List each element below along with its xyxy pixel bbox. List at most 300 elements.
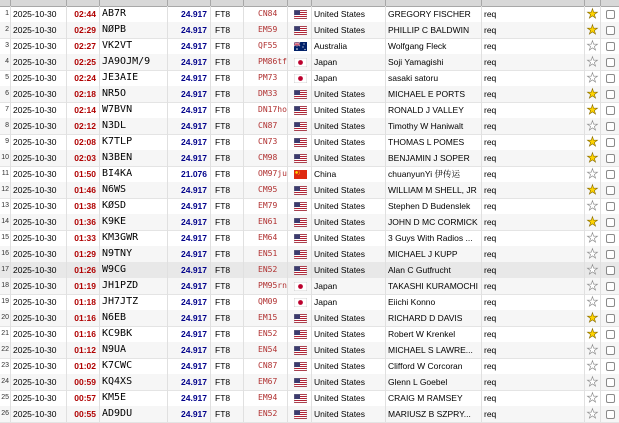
qso-date: 2025-10-30 [10, 166, 66, 182]
row-checkbox[interactable] [600, 358, 619, 374]
comment: req [481, 262, 584, 278]
country: United States [311, 246, 385, 262]
mode: FT8 [210, 246, 243, 262]
row-checkbox[interactable] [600, 182, 619, 198]
table-row[interactable] [0, 358, 619, 375]
row-checkbox[interactable] [600, 390, 619, 406]
callsign[interactable]: N6WS [99, 182, 167, 198]
row-number: 2 [5, 26, 9, 33]
mode: FT8 [210, 198, 243, 214]
favorite-star-icon[interactable]: ★ [584, 390, 600, 406]
table-row[interactable] [0, 102, 619, 119]
favorite-star-icon[interactable]: ★ [584, 54, 600, 70]
country: United States [311, 150, 385, 166]
qso-date: 2025-10-30 [10, 326, 66, 342]
callsign[interactable]: NØPB [99, 22, 167, 38]
qso-date: 2025-10-30 [10, 214, 66, 230]
qso-time: 02:44 [66, 6, 99, 22]
mode: FT8 [210, 54, 243, 70]
callsign[interactable]: N3BEN [99, 150, 167, 166]
flag-icon [287, 294, 311, 310]
qso-time: 02:08 [66, 134, 99, 150]
qso-time: 01:12 [66, 342, 99, 358]
row-number: 12 [1, 186, 9, 193]
country: United States [311, 326, 385, 342]
operator-name: Clifford W Corcoran [385, 358, 481, 374]
grid-square: EM79 [243, 198, 287, 214]
row-number: 9 [5, 138, 9, 145]
qso-time: 01:33 [66, 230, 99, 246]
grid-square: CN73 [243, 134, 287, 150]
table-row[interactable] [0, 262, 619, 279]
frequency: 24.917 [167, 310, 210, 326]
comment: req [481, 294, 584, 310]
table-row[interactable] [0, 54, 619, 71]
qso-date: 2025-10-30 [10, 246, 66, 262]
qso-date: 2025-10-30 [10, 230, 66, 246]
operator-name: MICHAEL J KUPP [385, 246, 481, 262]
frequency: 24.917 [167, 230, 210, 246]
grid-square: QF55 [243, 38, 287, 54]
row-number: 1 [5, 10, 9, 17]
favorite-star-icon[interactable]: ★ [584, 134, 600, 150]
grid-square: OM97ju [243, 166, 287, 182]
row-checkbox[interactable] [600, 374, 619, 390]
table-row[interactable] [0, 390, 619, 407]
table-row[interactable] [0, 278, 619, 295]
callsign[interactable]: K9KE [99, 214, 167, 230]
comment: req [481, 118, 584, 134]
callsign[interactable]: KC9BK [99, 326, 167, 342]
table-row[interactable] [0, 230, 619, 247]
table-row[interactable] [0, 246, 619, 263]
favorite-star-icon[interactable]: ★ [584, 358, 600, 374]
row-checkbox[interactable] [600, 70, 619, 86]
operator-name: BENJAMIN J SOPER [385, 150, 481, 166]
comment: req [481, 102, 584, 118]
grid-square: CM98 [243, 150, 287, 166]
favorite-star-icon[interactable]: ★ [584, 262, 600, 278]
country: United States [311, 134, 385, 150]
mode: FT8 [210, 278, 243, 294]
row-checkbox[interactable] [600, 198, 619, 214]
operator-name: Glenn L Goebel [385, 374, 481, 390]
frequency: 24.917 [167, 374, 210, 390]
grid-square: EM94 [243, 390, 287, 406]
operator-name: WILLIAM M SHELL, JR [385, 182, 481, 198]
grid-square: CN84 [243, 6, 287, 22]
qso-date: 2025-10-30 [10, 198, 66, 214]
qso-date: 2025-10-30 [10, 22, 66, 38]
favorite-star-icon[interactable]: ★ [584, 182, 600, 198]
country: United States [311, 118, 385, 134]
row-number: 3 [5, 42, 9, 49]
operator-name: RICHARD D DAVIS [385, 310, 481, 326]
row-checkbox[interactable] [600, 6, 619, 22]
row-number: 7 [5, 106, 9, 113]
table-row[interactable] [0, 22, 619, 39]
comment: req [481, 246, 584, 262]
qso-date: 2025-10-30 [10, 182, 66, 198]
qso-date: 2025-10-30 [10, 102, 66, 118]
qso-time: 01:46 [66, 182, 99, 198]
favorite-star-icon[interactable]: ★ [584, 166, 600, 182]
table-row[interactable] [0, 214, 619, 231]
qso-date: 2025-10-30 [10, 262, 66, 278]
callsign[interactable]: N3DL [99, 118, 167, 134]
table-row[interactable] [0, 342, 619, 359]
flag-icon [287, 262, 311, 278]
mode: FT8 [210, 214, 243, 230]
frequency: 24.917 [167, 182, 210, 198]
country: United States [311, 390, 385, 406]
operator-name: MICHAEL S LAWRE... [385, 342, 481, 358]
country: United States [311, 230, 385, 246]
row-number: 5 [5, 74, 9, 81]
qso-date: 2025-10-30 [10, 150, 66, 166]
table-row[interactable] [0, 374, 619, 391]
mode: FT8 [210, 182, 243, 198]
favorite-star-icon[interactable]: ★ [584, 38, 600, 54]
row-number: 10 [1, 154, 9, 161]
table-row[interactable] [0, 326, 619, 343]
comment: req [481, 310, 584, 326]
callsign[interactable]: NR5O [99, 86, 167, 102]
flag-icon [287, 6, 311, 22]
operator-name: Alan C Gutfrucht [385, 262, 481, 278]
row-checkbox[interactable] [600, 166, 619, 182]
favorite-star-icon[interactable]: ★ [584, 118, 600, 134]
row-checkbox[interactable] [600, 54, 619, 70]
qso-time: 01:36 [66, 214, 99, 230]
operator-name: Timothy W Haniwalt [385, 118, 481, 134]
callsign[interactable]: JE3AIE [99, 70, 167, 86]
operator-name: Stephen D Budenslek [385, 198, 481, 214]
operator-name: THOMAS L POMES [385, 134, 481, 150]
flag-icon [287, 246, 311, 262]
mode: FT8 [210, 374, 243, 390]
comment: req [481, 166, 584, 182]
qso-date: 2025-10-30 [10, 86, 66, 102]
frequency: 24.917 [167, 390, 210, 406]
row-number: 8 [5, 122, 9, 129]
table-row[interactable] [0, 166, 619, 183]
flag-icon [287, 22, 311, 38]
country: United States [311, 374, 385, 390]
callsign[interactable]: AB7R [99, 6, 167, 22]
comment: req [481, 150, 584, 166]
mode: FT8 [210, 262, 243, 278]
country: Japan [311, 70, 385, 86]
mode: FT8 [210, 6, 243, 22]
qso-time: 00:55 [66, 406, 99, 422]
favorite-star-icon[interactable]: ★ [584, 230, 600, 246]
qso-date: 2025-10-30 [10, 70, 66, 86]
table-row[interactable] [0, 198, 619, 215]
favorite-star-icon[interactable]: ★ [584, 374, 600, 390]
operator-name: Eiichi Konno [385, 294, 481, 310]
comment: req [481, 86, 584, 102]
qso-time: 02:24 [66, 70, 99, 86]
frequency: 21.076 [167, 166, 210, 182]
qso-date: 2025-10-30 [10, 118, 66, 134]
row-checkbox[interactable] [600, 310, 619, 326]
qso-time: 00:59 [66, 374, 99, 390]
table-row[interactable] [0, 118, 619, 135]
row-checkbox[interactable] [600, 118, 619, 134]
callsign[interactable]: KM3GWR [99, 230, 167, 246]
country: United States [311, 310, 385, 326]
table-row[interactable] [0, 70, 619, 87]
callsign[interactable]: KM5E [99, 390, 167, 406]
flag-icon [287, 182, 311, 198]
qso-time: 02:18 [66, 86, 99, 102]
comment: req [481, 38, 584, 54]
row-checkbox[interactable] [600, 86, 619, 102]
callsign[interactable]: K7TLP [99, 134, 167, 150]
favorite-star-icon[interactable]: ★ [584, 6, 600, 22]
country: United States [311, 262, 385, 278]
table-row[interactable] [0, 406, 619, 423]
grid-square: EN51 [243, 246, 287, 262]
comment: req [481, 54, 584, 70]
operator-name: CRAIG M RAMSEY [385, 390, 481, 406]
mode: FT8 [210, 70, 243, 86]
operator-name: GREGORY FISCHER [385, 6, 481, 22]
qso-time: 01:38 [66, 198, 99, 214]
flag-icon [287, 38, 311, 54]
flag-icon [287, 54, 311, 70]
frequency: 24.917 [167, 150, 210, 166]
flag-icon [287, 198, 311, 214]
row-checkbox[interactable] [600, 406, 619, 422]
row-checkbox[interactable] [600, 342, 619, 358]
qso-time: 01:29 [66, 246, 99, 262]
qso-time: 02:27 [66, 38, 99, 54]
grid-square: PM95rn [243, 278, 287, 294]
callsign[interactable]: N9TNY [99, 246, 167, 262]
operator-name: Soji Yamagishi [385, 54, 481, 70]
row-checkbox[interactable] [600, 326, 619, 342]
qso-time: 00:57 [66, 390, 99, 406]
country: United States [311, 358, 385, 374]
row-number: 19 [1, 298, 9, 305]
frequency: 24.917 [167, 294, 210, 310]
table-row[interactable] [0, 6, 619, 23]
frequency: 24.917 [167, 358, 210, 374]
frequency: 24.917 [167, 22, 210, 38]
callsign[interactable]: KQ4XS [99, 374, 167, 390]
callsign[interactable]: N6EB [99, 310, 167, 326]
table-row[interactable] [0, 86, 619, 103]
callsign[interactable]: N9UA [99, 342, 167, 358]
comment: req [481, 390, 584, 406]
flag-icon [287, 374, 311, 390]
callsign[interactable]: KØSD [99, 198, 167, 214]
flag-icon [287, 70, 311, 86]
flag-icon [287, 214, 311, 230]
operator-name: Wolfgang Fleck [385, 38, 481, 54]
row-number: 25 [1, 394, 9, 401]
row-checkbox[interactable] [600, 246, 619, 262]
flag-icon [287, 134, 311, 150]
frequency: 24.917 [167, 278, 210, 294]
row-number: 26 [1, 410, 9, 417]
row-number: 23 [1, 362, 9, 369]
favorite-star-icon[interactable]: ★ [584, 102, 600, 118]
grid-square: CN87 [243, 358, 287, 374]
mode: FT8 [210, 38, 243, 54]
grid-square: DN17ho [243, 102, 287, 118]
flag-icon [287, 358, 311, 374]
favorite-star-icon[interactable]: ★ [584, 70, 600, 86]
callsign[interactable]: W7BVN [99, 102, 167, 118]
row-number: 22 [1, 346, 9, 353]
comment: req [481, 406, 584, 422]
operator-name: TAKASHI KURAMOCHI [385, 278, 481, 294]
country: United States [311, 406, 385, 422]
operator-name: PHILLIP C BALDWIN [385, 22, 481, 38]
row-number: 20 [1, 314, 9, 321]
callsign[interactable]: BI4KA [99, 166, 167, 182]
frequency: 24.917 [167, 246, 210, 262]
country: United States [311, 22, 385, 38]
operator-name: MICHAEL E PORTS [385, 86, 481, 102]
qso-time: 02:12 [66, 118, 99, 134]
frequency: 24.917 [167, 118, 210, 134]
frequency: 24.917 [167, 134, 210, 150]
flag-icon [287, 390, 311, 406]
favorite-star-icon[interactable]: ★ [584, 214, 600, 230]
favorite-star-icon[interactable]: ★ [584, 294, 600, 310]
frequency: 24.917 [167, 6, 210, 22]
frequency: 24.917 [167, 406, 210, 422]
comment: req [481, 22, 584, 38]
favorite-star-icon[interactable]: ★ [584, 22, 600, 38]
grid-square: CN87 [243, 118, 287, 134]
comment: req [481, 326, 584, 342]
grid-square: PM73 [243, 70, 287, 86]
flag-icon [287, 406, 311, 422]
callsign[interactable]: W9CG [99, 262, 167, 278]
row-number: 4 [5, 58, 9, 65]
qso-time: 01:16 [66, 326, 99, 342]
frequency: 24.917 [167, 70, 210, 86]
row-checkbox[interactable] [600, 38, 619, 54]
callsign[interactable]: K7CWC [99, 358, 167, 374]
favorite-star-icon[interactable]: ★ [584, 278, 600, 294]
flag-icon [287, 86, 311, 102]
callsign[interactable]: JA9OJM/9 [99, 54, 167, 70]
row-number: 24 [1, 378, 9, 385]
qso-date: 2025-10-30 [10, 374, 66, 390]
frequency: 24.917 [167, 214, 210, 230]
mode: FT8 [210, 342, 243, 358]
qso-date: 2025-10-30 [10, 38, 66, 54]
table-row[interactable] [0, 150, 619, 167]
operator-name: sasaki satoru [385, 70, 481, 86]
favorite-star-icon[interactable]: ★ [584, 342, 600, 358]
favorite-star-icon[interactable]: ★ [584, 246, 600, 262]
flag-icon [287, 118, 311, 134]
table-row[interactable] [0, 310, 619, 327]
comment: req [481, 230, 584, 246]
table-row[interactable] [0, 182, 619, 199]
flag-icon [287, 278, 311, 294]
country: China [311, 166, 385, 182]
qso-date: 2025-10-30 [10, 278, 66, 294]
callsign[interactable]: JH7JTZ [99, 294, 167, 310]
mode: FT8 [210, 326, 243, 342]
row-checkbox[interactable] [600, 102, 619, 118]
row-number: 15 [1, 234, 9, 241]
frequency: 24.917 [167, 102, 210, 118]
row-checkbox[interactable] [600, 214, 619, 230]
operator-name: RONALD J VALLEY [385, 102, 481, 118]
qso-date: 2025-10-30 [10, 6, 66, 22]
callsign[interactable]: JH1PZD [99, 278, 167, 294]
mode: FT8 [210, 358, 243, 374]
favorite-star-icon[interactable]: ★ [584, 150, 600, 166]
flag-icon [287, 150, 311, 166]
callsign[interactable]: VK2VT [99, 38, 167, 54]
row-checkbox[interactable] [600, 262, 619, 278]
country: Japan [311, 294, 385, 310]
comment: req [481, 6, 584, 22]
mode: FT8 [210, 310, 243, 326]
country: United States [311, 86, 385, 102]
row-number: 17 [1, 266, 9, 273]
comment: req [481, 342, 584, 358]
favorite-star-icon[interactable]: ★ [584, 86, 600, 102]
grid-square: EN52 [243, 406, 287, 422]
grid-square: EN61 [243, 214, 287, 230]
flag-icon [287, 102, 311, 118]
mode: FT8 [210, 22, 243, 38]
grid-square: DM33 [243, 86, 287, 102]
grid-square: EN52 [243, 326, 287, 342]
qso-time: 01:50 [66, 166, 99, 182]
frequency: 24.917 [167, 54, 210, 70]
favorite-star-icon[interactable]: ★ [584, 326, 600, 342]
row-checkbox[interactable] [600, 134, 619, 150]
favorite-star-icon[interactable]: ★ [584, 406, 600, 422]
qso-time: 01:18 [66, 294, 99, 310]
row-checkbox[interactable] [600, 294, 619, 310]
callsign[interactable]: AD9DU [99, 406, 167, 422]
row-checkbox[interactable] [600, 278, 619, 294]
row-checkbox[interactable] [600, 22, 619, 38]
table-row[interactable] [0, 134, 619, 151]
country: United States [311, 342, 385, 358]
country: Japan [311, 278, 385, 294]
operator-name: 3 Guys With Radios ... [385, 230, 481, 246]
qso-time: 01:16 [66, 310, 99, 326]
country: United States [311, 102, 385, 118]
table-row[interactable] [0, 294, 619, 311]
frequency: 24.917 [167, 38, 210, 54]
favorite-star-icon[interactable]: ★ [584, 310, 600, 326]
flag-icon [287, 166, 311, 182]
favorite-star-icon[interactable]: ★ [584, 198, 600, 214]
table-row[interactable] [0, 38, 619, 55]
row-checkbox[interactable] [600, 150, 619, 166]
flag-icon [287, 342, 311, 358]
row-checkbox[interactable] [600, 230, 619, 246]
grid-square: EN54 [243, 342, 287, 358]
mode: FT8 [210, 390, 243, 406]
qso-date: 2025-10-30 [10, 294, 66, 310]
